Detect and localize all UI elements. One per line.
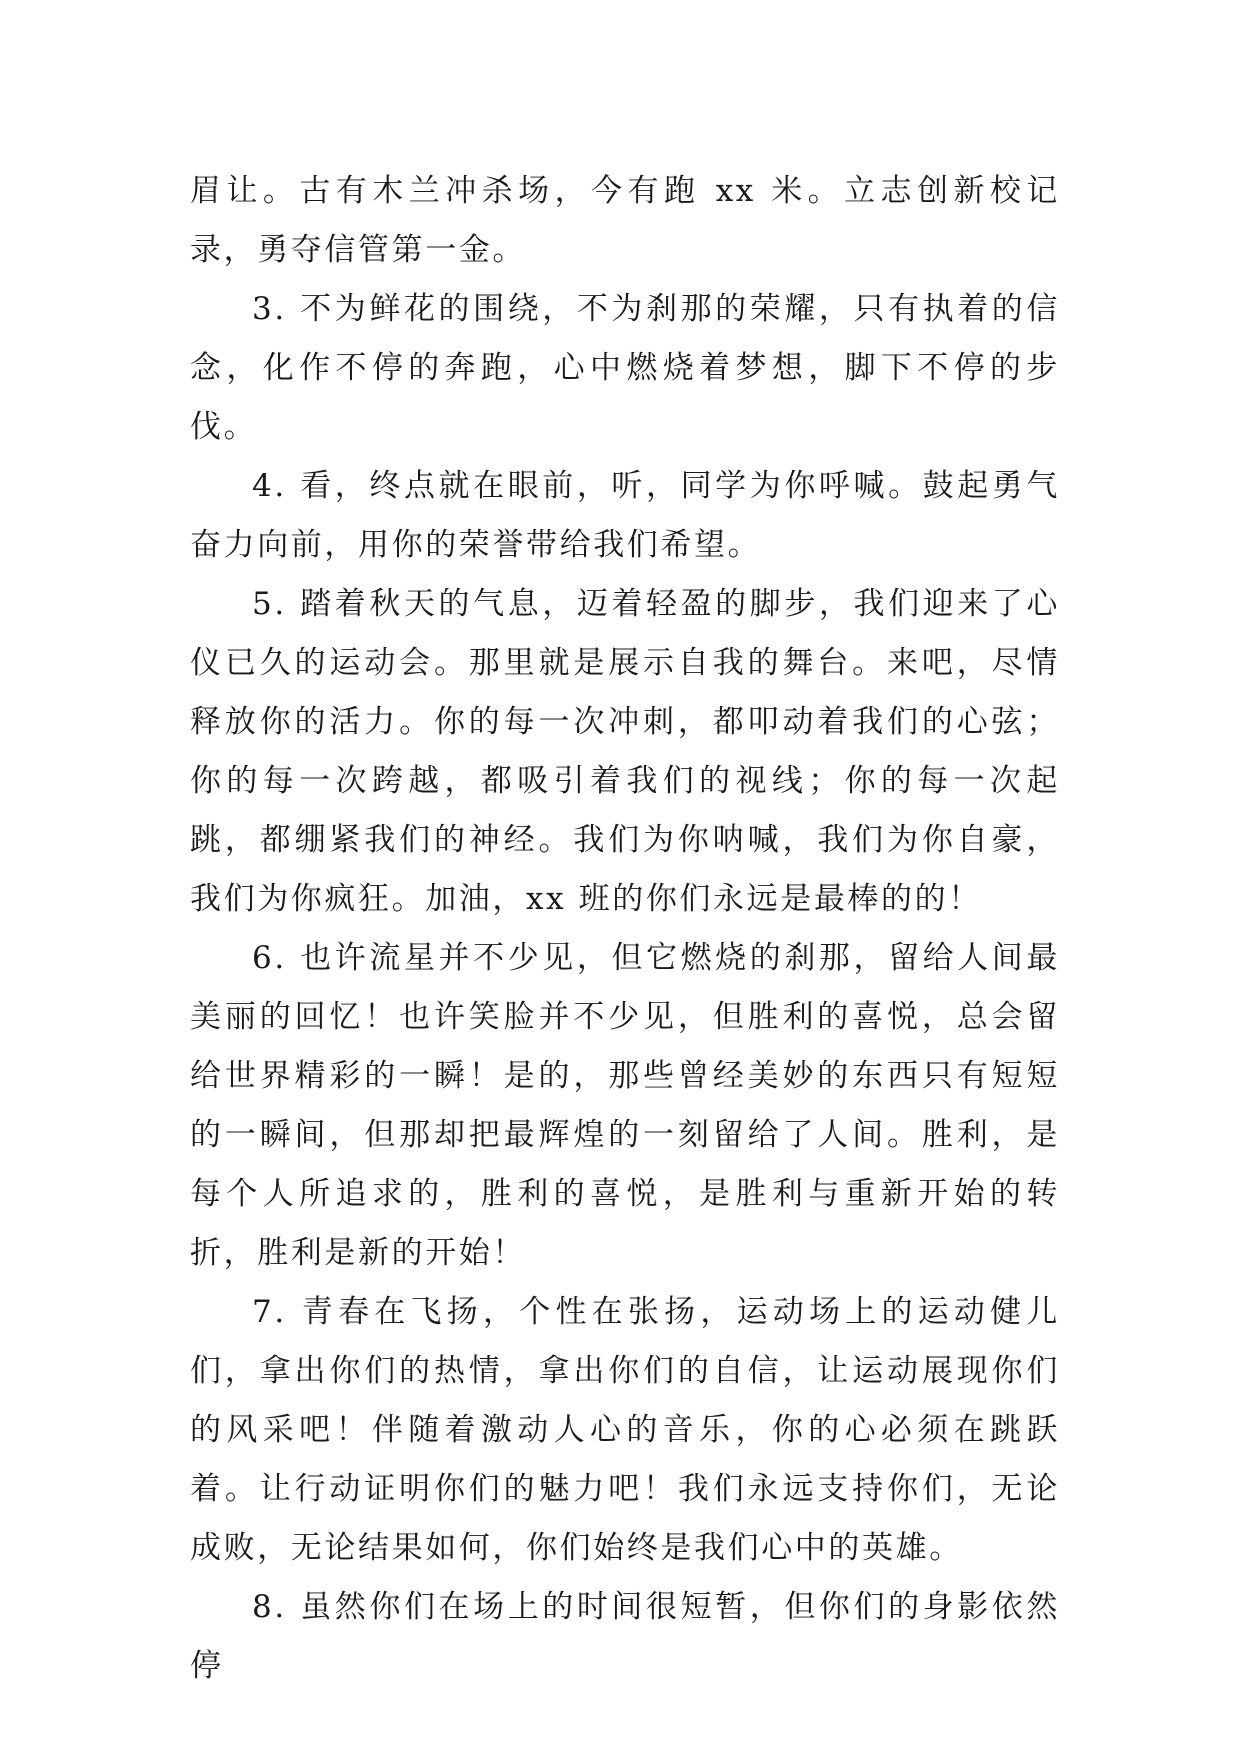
paragraph-5: 5. 踏着秋天的气息，迈着轻盈的脚步，我们迎来了心仪已久的运动会。那里就是展示自我的舞台。来吧，尽情释放你的活力。你的每一次冲刺，都叩动着我们的心弦；你的每一次跨越，都吸引着我们的视线；你的每一次起跳，都绷紧我们的神经。我们为你呐喊，我们为你自豪，我们为你疯狂。加油，xx 班的你们永远是最棒的的！ xyxy=(190,586,1060,917)
paragraph-4: 4. 看，终点就在眼前，听，同学为你呼喊。鼓起勇气奋力向前，用你的荣誉带给我们希望。 xyxy=(190,468,1060,563)
paragraph-3: 3. 不为鲜花的围绕，不为刹那的荣耀，只有执着的信念，化作不停的奔跑，心中燃烧着梦想，脚下不停的步伐。 xyxy=(190,291,1060,445)
paragraph-6: 6. 也许流星并不少见，但它燃烧的刹那，留给人间最美丽的回忆！也许笑脸并不少见，但胜利的喜悦，总会留给世界精彩的一瞬！是的，那些曾经美妙的东西只有短短的一瞬间，但那却把最辉煌的一刻留给了人间。胜利，是每个人所追求的，胜利的喜悦，是胜利与重新开始的转折，胜利是新的开始！ xyxy=(190,940,1060,1271)
paragraph-7: 7. 青春在飞扬，个性在张扬，运动场上的运动健儿们，拿出你们的热情，拿出你们的自信，让运动展现你们的风采吧！伴随着激动人心的音乐，你的心必须在跳跃着。让行动证明你们的魅力吧！我们永远支持你们，无论成败，无论结果如何，你们始终是我们心中的英雄。 xyxy=(190,1294,1060,1566)
paragraph-8: 8. 虽然你们在场上的时间很短暂，但你们的身影依然停 xyxy=(190,1589,1060,1684)
paragraph-continued: 眉让。古有木兰冲杀场，今有跑 xx 米。立志创新校记录，勇夺信管第一金。 xyxy=(190,173,1060,268)
document-body xyxy=(190,162,1060,1696)
